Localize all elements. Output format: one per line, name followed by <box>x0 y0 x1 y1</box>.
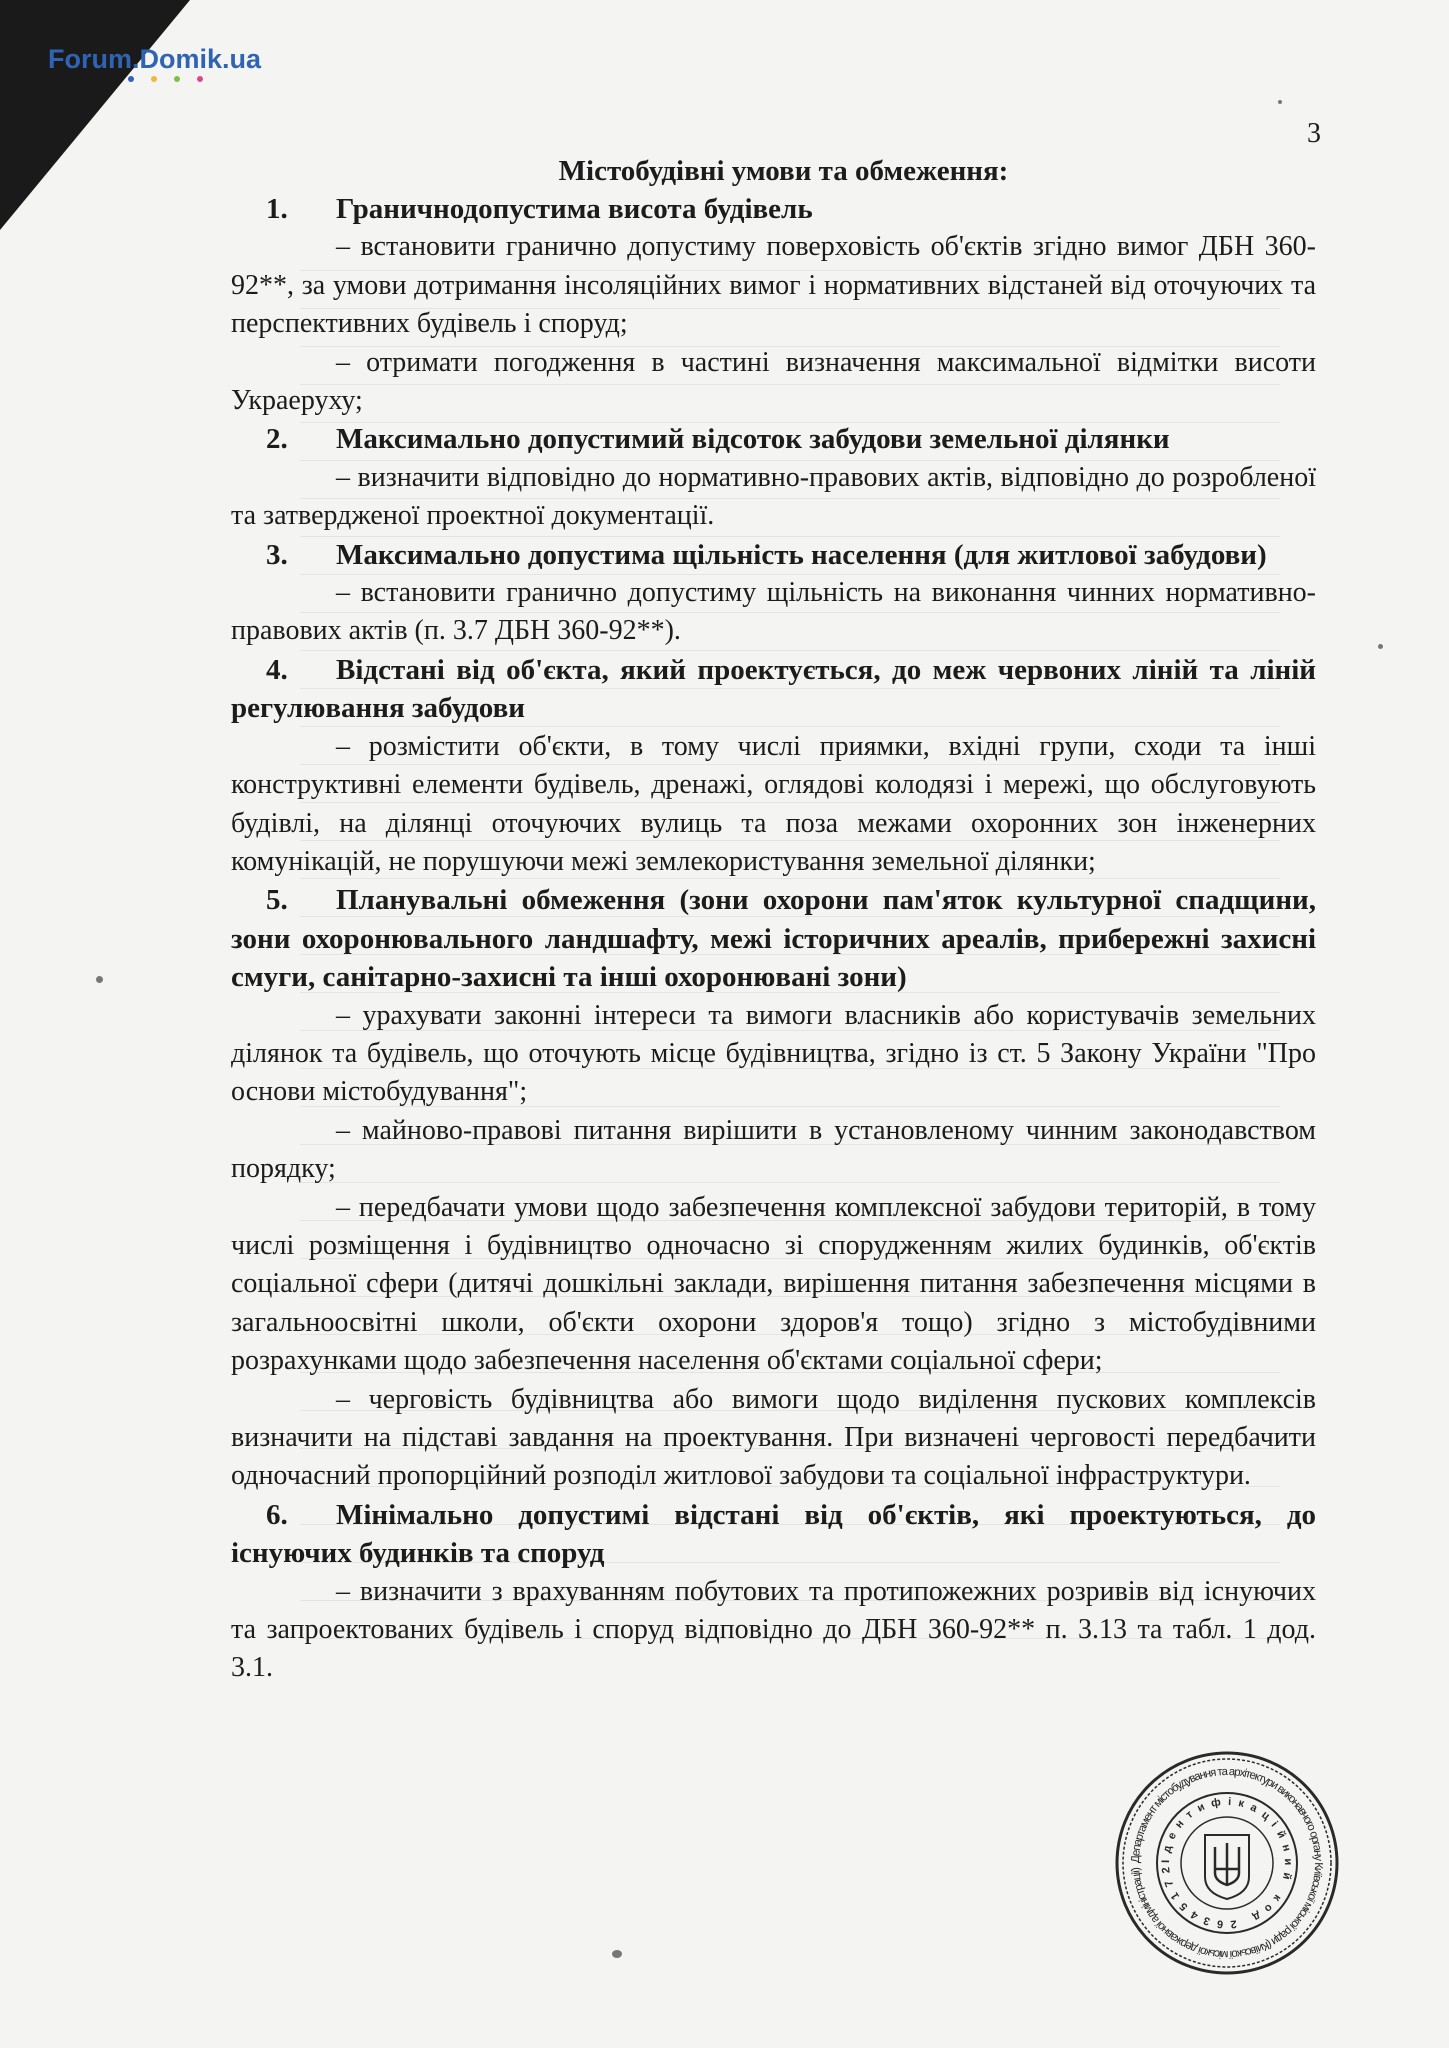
document-body <box>231 152 1316 1688</box>
section-number: 1. <box>266 193 288 225</box>
trident-icon <box>1205 1835 1249 1899</box>
section-heading-text: Планувальні обмеження (зони охорони пам'яток культурної спадщини, зони охоронювального ландшафту, межі історичних ареалів, прибережні захисні смуги, санітарно-захисні та інші охоронювані зони) <box>231 884 1316 994</box>
scan-speck <box>1378 644 1383 649</box>
section-paragraph: – визначити з врахуванням побутових та протипожежних розривів від існуючих та запроектованих будівель і споруд відповідно до ДБН 360-92** п. 3.13 та табл. 1 дод. 3.1. <box>231 1575 1316 1684</box>
scan-shadow-corner <box>0 0 190 230</box>
section-number: 5. <box>266 884 288 917</box>
section-heading-text: Відстані від об'єкта, який проектується, до меж червоних ліній та ліній регулювання забудови <box>231 653 1316 725</box>
section-number: 4. <box>266 653 288 686</box>
section-heading <box>231 420 1316 458</box>
watermark-logo: Forum.Domik.ua <box>48 44 262 74</box>
watermark-dot <box>128 76 134 82</box>
page-number: 3 <box>1307 118 1321 149</box>
section-paragraph: – урахувати законні інтереси та вимоги власників або користувачів земельних ділянок та будівель, що оточують місце будівництва, згідно із ст. 5 Закону України "Про основи містобудування"; <box>231 999 1316 1108</box>
section-paragraph: – черговість будівництва або вимоги щодо виділення пускових комплексів визначити на підставі завдання на проектування. При визначені черговості передбачити одночасний пропорційний розподіл житлової забудови та соціальної інфраструктури. <box>231 1383 1316 1492</box>
scan-speck <box>612 1950 622 1958</box>
section-heading <box>231 536 1316 574</box>
section-number: 3. <box>266 538 288 571</box>
scan-speck <box>96 976 103 983</box>
section-paragraph: – встановити гранично допустиму поверховість об'єктів згідно вимог ДБН 360-92**, за умови дотримання інсоляційних вимог і нормативних відстаней від оточуючих та перспективних будівель і споруд; <box>231 231 1316 340</box>
section-heading-text: Граничнодопустима висота будівель <box>336 193 813 225</box>
section-heading-text: Мінімально допустимі відстані від об'єктів, які проектуються, до існуючих будинків та споруд <box>231 1498 1316 1570</box>
watermark-dot <box>151 76 157 82</box>
watermark-dot <box>174 76 180 82</box>
section-number: 6. <box>266 1498 288 1531</box>
section-number: 2. <box>266 423 288 456</box>
scan-speck <box>1278 100 1282 104</box>
section-heading-text: Максимально допустимий відсоток забудови земельної ділянки <box>336 423 1170 456</box>
watermark-dot <box>197 76 203 82</box>
document-title: Містобудівні умови та обмеження: <box>558 155 1009 187</box>
section-paragraph: – розмістити об'єкти, в тому числі приямки, вхідні групи, сходи та інші конструктивні елементи будівель, дренажі, оглядові колодязі і мережі, що обслуговують будівлі, на ділянці оточуючих вулиць та поза межами охоронних зон інженерних комунікацій, не порушуючи межі землекористування земельної ділянки; <box>231 730 1316 877</box>
watermark-dots <box>128 76 203 82</box>
svg-text:Департамент містобудування та: Департамент містобудування та архітектури виконавчого органу Київської міської ради (Київської міської державної адміністрації) <box>1129 1765 1325 1961</box>
section-heading <box>231 651 1316 728</box>
section-heading-text: Максимально допустима щільність населення (для житлової забудови) <box>336 538 1267 571</box>
section-paragraph: – отримати погодження в частині визначення максимальної відмітки висоти Украеруху; <box>231 346 1316 417</box>
section-paragraph: – майново-правові питання вирішити в установленому чинним законодавством порядку; <box>231 1114 1316 1185</box>
section-paragraph: – передбачати умови щодо забезпечення комплексної забудови територій, в тому числі розміщення і будівництво одночасно зі спорудженням жилих будинків, об'єктів соціальної сфери (дитячі дошкільні заклади, вирішення питання забезпечення місцями в загальноосвітні школи, об'єкти охорони здоров'я тощо) згідно з містобудівними розрахунками щодо забезпечення населення об'єктами соціальної сфери; <box>231 1191 1316 1377</box>
section-paragraph: – встановити гранично допустиму щільність на виконання чинних нормативно-правових актів (п. 3.7 ДБН 360-92**). <box>231 577 1316 647</box>
section-paragraph: – визначити відповідно до нормативно-правових актів, відповідно до розробленої та затвердженої проектної документації. <box>231 461 1316 532</box>
section-heading <box>231 190 1316 228</box>
section-heading <box>231 881 1316 996</box>
conditions-list <box>231 190 1316 1688</box>
section-heading <box>231 1496 1316 1573</box>
official-stamp <box>1112 1748 1342 1978</box>
svg-text:Ідентифікаційний код 26345172: Ідентифікаційний код 26345172 <box>1159 1795 1295 1930</box>
